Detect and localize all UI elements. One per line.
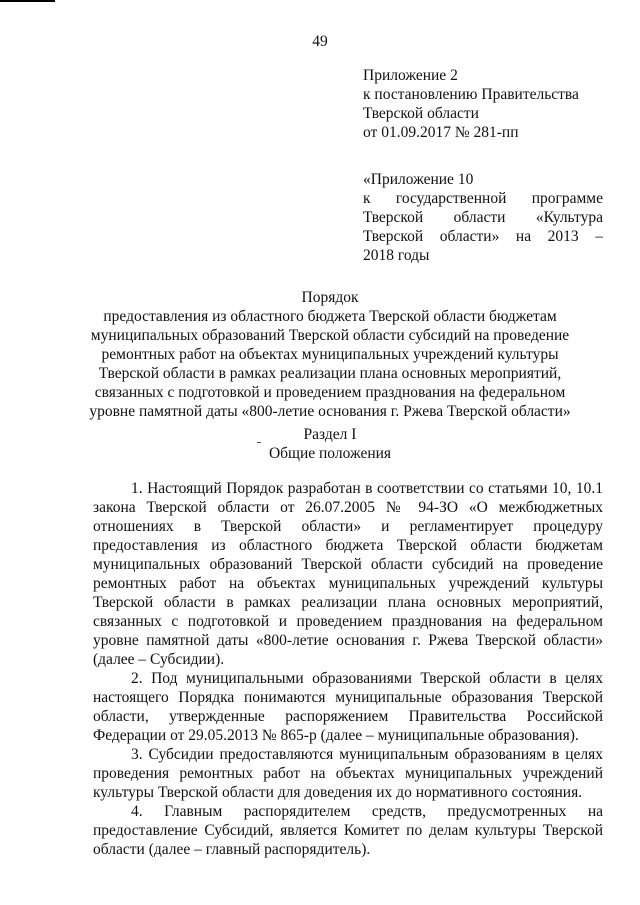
appendix-header-line: Приложение 2 [363,67,458,84]
body-line: области (далее – главный распорядитель). [93,841,371,858]
body-line: отношениях в Тверской области» и регламентирует процедуру [93,518,603,535]
title-line: ремонтных работ на объектах муниципальных учреждений культуры [101,346,559,363]
body-line: муниципальных образований Тверской области субсидий на проведение [93,556,603,573]
appendix-reference-line: 2018 годы [363,247,430,264]
title-line: предоставления из областного бюджета Тверской области бюджетам [103,308,557,325]
document-title [80,288,580,421]
body-line: 4. Главным распорядителем средств, предусмотренных на [131,803,603,820]
appendix-reference-line: Тверской области «Культура [363,209,603,226]
appendix-header-line: от 01.09.2017 № 281-пп [363,124,519,141]
body-line: настоящего Порядка понимаются муниципальные образования Тверской [93,689,603,706]
body-line: 2. Под муниципальными образованиями Тверской области в целях [131,670,603,687]
appendix-header-line: к постановлению Правительства [363,86,579,103]
title-line: уровне памятной даты «800-летие основания г. Ржева Тверской области» [89,403,571,420]
body-line: ремонтных работ на объектах муниципальных учреждений культуры [93,575,603,592]
appendix-reference-line: к государственной программе [363,190,603,207]
title-line: Тверской области в рамках реализации плана основных мероприятий, [98,365,562,382]
page-number: 49 [312,33,328,50]
appendix-header [363,66,603,142]
scan-edge-mark [0,0,55,2]
body-line: предоставления из областного бюджета Тверской области бюджетам [93,537,603,554]
body-line: предоставление Субсидий, является Комитет по делам культуры Тверской [93,822,603,839]
body-line: 3. Субсидии предоставляются муниципальным образованиям в целях [131,746,603,763]
body-line: проведения ремонтных работ на объектах муниципальных учреждений [93,765,603,782]
section-heading [80,425,580,463]
body-line: связанных с подготовкой и проведением празднования на федеральном [93,613,603,630]
body-line: культуры Тверской области для доведения их до нормативного состояния. [93,784,583,801]
body-line: Тверской области в рамках реализации плана основных мероприятий, [93,594,603,611]
body-line: уровне памятной даты «800-летие основания г. Ржева Тверской области» [93,632,603,649]
title-line: Порядок [301,289,359,306]
appendix-reference [363,170,603,265]
title-line: муниципальных образований Тверской области субсидий на проведение [90,327,570,344]
appendix-header-line: Тверской области [363,105,479,122]
section-number: Раздел I [303,426,357,443]
body-line: 1. Настоящий Порядок разработан в соответствии со статьями 10, 10.1 [131,480,603,497]
title-line: связанных с подготовкой и проведением празднования на федеральном [94,384,566,401]
section-title: Общие положения [268,445,392,462]
appendix-reference-line: «Приложение 10 [363,171,474,188]
body-line: Федерации от 29.05.2013 № 865-р (далее – муниципальные образования). [93,727,579,744]
stray-mark [257,442,261,443]
body-line: области, утвержденные распоряжением Правительства Российской [93,708,603,725]
appendix-reference-line: Тверской области» на 2013 – [363,228,603,245]
body-text [93,479,603,859]
body-line: (далее – Субсидии). [93,651,225,668]
body-line: закона Тверской области от 26.07.2005 № 94-ЗО «О межбюджетных [93,499,603,516]
